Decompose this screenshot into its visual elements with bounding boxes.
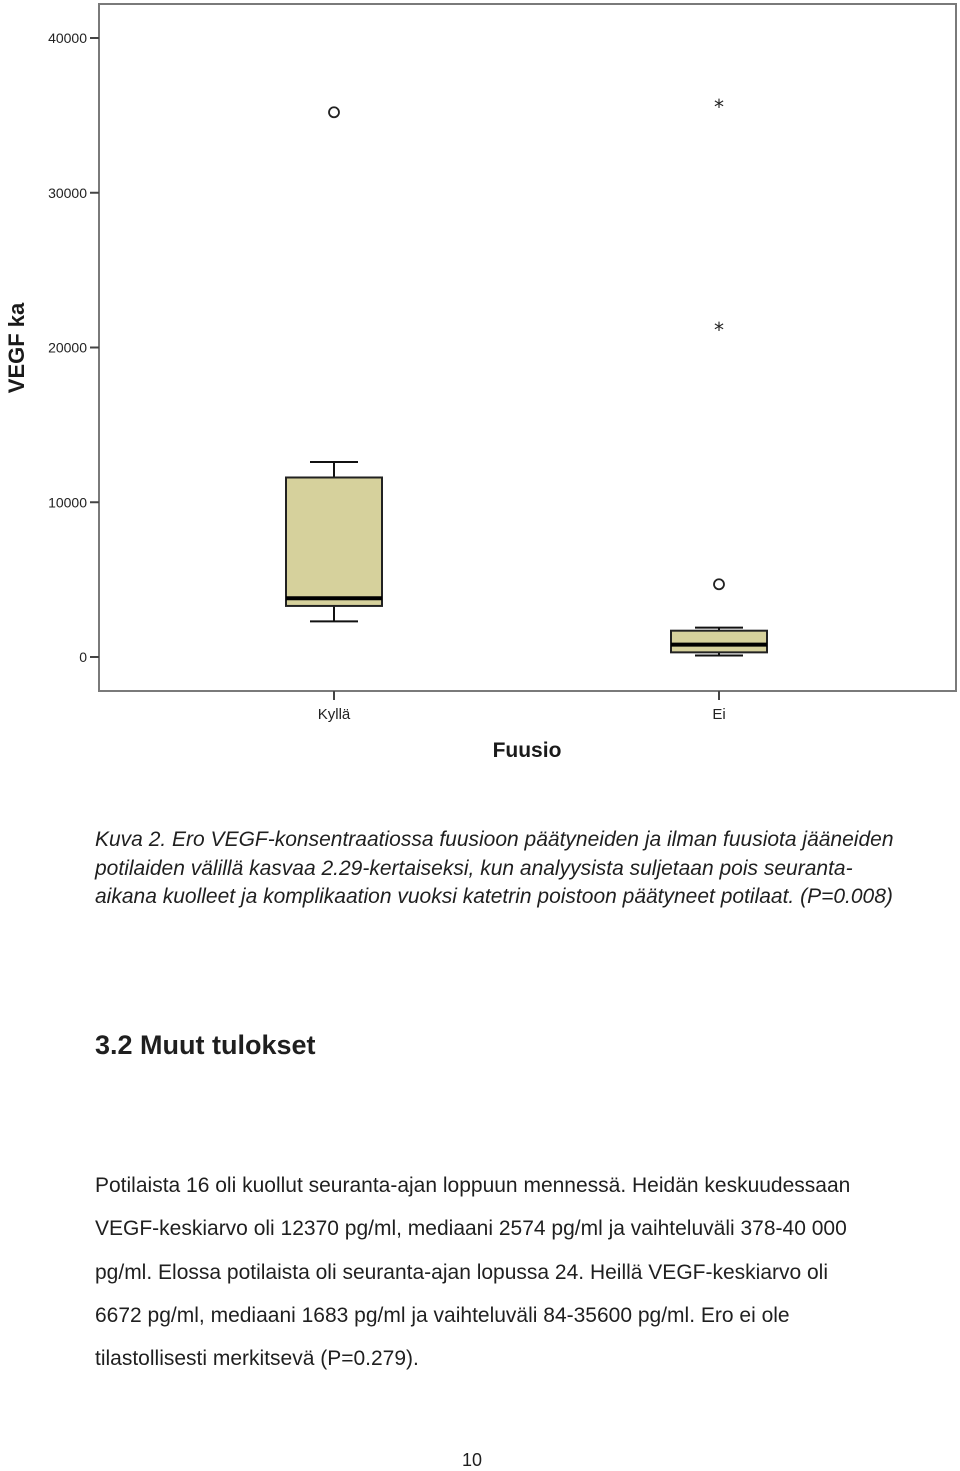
y-tick-label: 10000 [48,494,87,511]
y-tick-label: 0 [79,649,87,665]
x-tick-label: Kyllä [317,706,351,723]
extreme-point: * [714,95,724,120]
box-iqr [671,631,767,653]
y-axis [48,30,99,665]
y-tick-label: 20000 [48,339,87,356]
outlier-point [329,107,339,117]
outlier-point [714,579,724,589]
plot-area [99,4,956,691]
x-axis [318,691,726,723]
extreme-point: * [714,317,724,342]
body-paragraph: Potilaista 16 oli kuollut seuranta-ajan loppuun mennessä. Heidän keskuudessaan VEGF-keskiarvo oli 12370 pg/ml, mediaani 2574 pg/ml ja vaihteluväli 378-40 000 pg/ml. Elossa potilaista oli seuranta-ajan lopussa 24. Heillä VEGF-keskiarvo oli 6672 pg/ml, mediaani 1683 pg/ml ja vaihteluväli 84-35600 pg/ml. Ero ei ole tilastollisesti merkitsevä (P=0.279). [95,1174,851,1371]
section-heading: 3.2 Muut tulokset [95,1030,316,1060]
figure-caption: Kuva 2. Ero VEGF-konsentraatiossa fuusioon päätyneiden ja ilman fuusiota jääneiden potilaiden välillä kasvaa 2.29-kertaiseksi, kun analyysista suljetaan pois seuranta-aikana kuolleet ja komplikaation vuoksi katetrin poistoon päätyneet potilaat. (P=0.008) [95,828,894,908]
box-iqr [286,477,382,605]
y-axis-label: VEGF ka [4,302,29,394]
x-axis-label: Fuusio [492,739,562,762]
y-tick-label: 40000 [48,30,87,46]
y-tick-label: 30000 [48,184,87,201]
page-number: 10 [462,1450,483,1470]
x-tick-label: Ei [712,706,726,723]
